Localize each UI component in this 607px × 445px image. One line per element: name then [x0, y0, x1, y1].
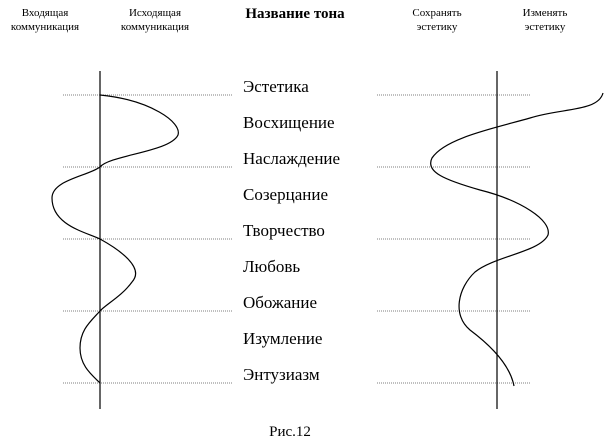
tone-label: Созерцание: [243, 185, 328, 204]
header-outgoing-line1: Исходящая: [128, 7, 181, 19]
diagram-title: Название тона: [245, 6, 345, 22]
tone-label: Обожание: [243, 293, 318, 312]
header-incoming-line1: Входящая: [21, 7, 69, 19]
tone-label: Наслаждение: [243, 149, 341, 168]
tone-label: Изумление: [243, 329, 323, 348]
header-keep-line1: Сохранять: [412, 7, 462, 19]
header-change-line2: эстетику: [524, 21, 566, 33]
figure-caption: Рис.12: [269, 424, 311, 440]
tone-label: Энтузиазм: [243, 365, 320, 384]
header-keep-line2: эстетику: [416, 21, 458, 33]
tone-label: Эстетика: [243, 77, 309, 96]
tone-label: Любовь: [243, 257, 301, 276]
header-incoming-line2: коммуникация: [10, 21, 80, 33]
tone-label: Творчество: [243, 221, 325, 240]
right-wave-curve: [431, 93, 603, 386]
header-change-line1: Изменять: [522, 7, 568, 19]
header-outgoing-line2: коммуникация: [120, 21, 190, 33]
tone-label: Восхищение: [243, 113, 335, 132]
